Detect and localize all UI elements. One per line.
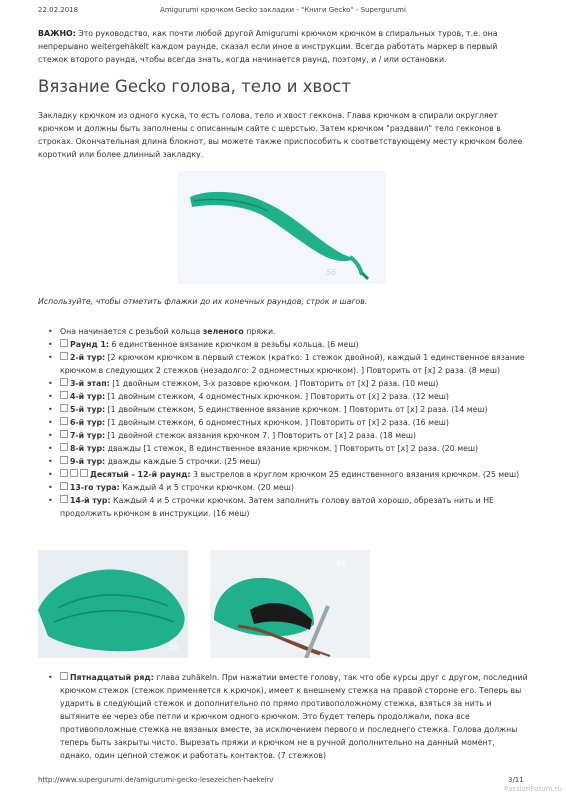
rounds-list	[60, 325, 528, 520]
important-note	[38, 27, 528, 66]
list-item	[60, 416, 528, 429]
round-label: 9-й тур:	[70, 457, 106, 466]
list-item	[60, 671, 528, 762]
print-date: 22.02.2018	[38, 6, 79, 14]
round-checkbox[interactable]	[60, 443, 68, 451]
intro-paragraph: Закладку крючком из одного куска, то есть голова, тело и хвост геккона. Глава крючком в спирали округляет крючком и должны быть заполнены с описанным сайте с шерстью. Затем крючком "раздавил" тело гекконов в строках. Окончательная длина блокнот, вы можете также приспособить к соответствующему месту крючком более короткий или более длинный закладку.	[38, 111, 523, 159]
round-label: 7-й тур:	[70, 431, 106, 440]
item-text: Она начинается с резьбой кольца	[60, 327, 203, 336]
rounds-list-continued	[60, 671, 528, 762]
item-text: [1 двойной стежок вязания крючком 7. ] Повторить от [x] 2 раза. (18 меш)	[105, 431, 417, 440]
item-text: [1 двойным стежком, 3-х разовое крючком. ] Повторить от [x] 2 раза. (10 меш)	[109, 379, 439, 388]
round-checkbox[interactable]	[70, 469, 78, 477]
list-item	[60, 377, 528, 390]
list-item	[60, 494, 528, 520]
round-checkbox[interactable]	[60, 495, 68, 503]
list-item	[60, 429, 528, 442]
round-checkbox[interactable]	[60, 378, 68, 386]
item-text: Каждый 4 и 5 строчки крючком. (20 меш)	[119, 483, 294, 492]
photo-mark-3: 56	[336, 559, 347, 568]
round-checkbox[interactable]	[60, 456, 68, 464]
round-label: Раунд 1:	[70, 340, 109, 349]
list-item	[60, 325, 528, 338]
round-checkbox[interactable]	[60, 352, 68, 360]
round-label: 14-й тур:	[70, 496, 111, 505]
round-label: 13-го тура:	[70, 483, 120, 492]
item-text: дважды [1 стежок, 8 единственное вязание крючком. ] Повторить от [x] 2 раза. (20 меш)	[105, 444, 479, 453]
item-text: [1 двойным стежком, 4 одноместных крючком. ] Повторить от [x] 2 раза. (12 меш)	[105, 392, 449, 401]
photo-mark-1: 56	[326, 268, 337, 277]
round-label: 8-й тур:	[70, 444, 106, 453]
round-checkbox[interactable]	[60, 672, 68, 680]
list-item	[60, 390, 528, 403]
crochet-head-illustration	[38, 550, 188, 658]
round-checkbox[interactable]	[60, 482, 68, 490]
list-item	[60, 442, 528, 455]
print-title: Amigurumi крючком Gecko закладки - "Книги Gecko" - Supergurumi	[160, 6, 406, 14]
source-url: http://www.supergurumi.de/amigurumi-gecko-lesezeichen-haekeln/	[38, 776, 274, 784]
item-text: дважды каждые 5 строчки. (25 меш)	[105, 457, 261, 466]
section-heading: Вязание Gecko голова, тело и хвост	[38, 77, 351, 96]
round-label: 5-й тур:	[70, 405, 106, 414]
round-checkbox[interactable]	[80, 469, 88, 477]
round-label: Десятый - 12-й раунд:	[90, 470, 191, 479]
gecko-bookmark-illustration	[178, 171, 386, 284]
round-label: 4-й тур:	[70, 392, 106, 401]
item-text: Каждый 4 и 5 строчки крючком. Затем заполнить голову ватой хорошо, обрезать нить и НЕ продолжить крючком в инструкции. (16 меш)	[60, 496, 494, 518]
watermark: PassionForum.ru	[504, 785, 562, 793]
crochet-head-hook-illustration	[210, 550, 370, 658]
item-text: [2 крючком крючком в первый стежок (кратко: 1 стежок двойной), каждый 1 единственное вязание крючком в следующих 2 стежков (незадолго: 2 одноместных крючком). ] Повторить от [x] 2 раза. (8 меш)	[60, 353, 525, 375]
head-photo-right	[210, 550, 370, 658]
item-text: [1 двойным стежком, 6 одноместных крючком. ] Повторить от [x] 2 раза. (16 меш)	[105, 418, 449, 427]
round-label: зеленого	[202, 327, 244, 336]
item-text: пряжи.	[243, 327, 276, 336]
round-checkbox[interactable]	[60, 469, 68, 477]
important-label: ВАЖНО:	[38, 29, 76, 38]
list-item	[60, 338, 528, 351]
round-checkbox[interactable]	[60, 417, 68, 425]
list-item	[60, 403, 528, 416]
item-text: [1 двойным стежком, 5 единственное вязание крючком. ] Повторить от [x] 2 раза. (14 меш)	[105, 405, 488, 414]
head-photo-left	[38, 550, 188, 658]
round-label: 6-й тур:	[70, 418, 106, 427]
round-label: 2-й тур:	[70, 353, 106, 362]
list-item	[60, 481, 528, 494]
round-label: 3-й этап:	[70, 379, 110, 388]
list-item	[60, 351, 528, 377]
round-checkbox[interactable]	[60, 404, 68, 412]
item-text: глава zuhäkeln. При нажатии вместе голову, так что обе курсы друг с другом, последний крючком стежок (стежок применяется к крючок), имеет к внешнему стежка на правой стороне его. Теперь вы ударить в следующий стежок и дополнительно по прямо противоположному стежка, взяться за нить и вытяните ее через обе петли и крючком одного крючком. Это будет теперь продолжали, пока все противоположные стежка не вязаных вместе, за исключением первого и последнего стежка. Голова должны теперь быть закрыты чисто. Вырезать пряжи и крючком не в ручной дополнительно на данный момент, однако, один цепной стежок и работать контактов. (7 стежков)	[60, 673, 528, 760]
gecko-bookmark-photo	[178, 171, 386, 284]
item-text: 3 выстрелов в круглом крючком 25 единственного вязания крючком. (25 меш)	[190, 470, 520, 479]
round-checkbox[interactable]	[60, 430, 68, 438]
important-text: Это руководство, как почти любой другой Amigurumi крючком крючком в спиральных туров, т.е. она непрерывно weitergehäkelt каждом раунде, сказал если иное в инструкции. Всегда работать маркер в первый стежок второго раунда, чтобы всегда знать, когда начинается раунд, поэтому, и / или остановки.	[38, 29, 498, 64]
round-checkbox[interactable]	[60, 339, 68, 347]
round-checkbox[interactable]	[60, 391, 68, 399]
round-label: Пятнадцатый ряд:	[70, 673, 154, 682]
list-item	[60, 468, 528, 481]
item-text: 6 единственное вязание крючком в резьбы кольца. (6 меш)	[109, 340, 359, 349]
list-item	[60, 455, 528, 468]
checkbox-note: Используйте, чтобы отметить флажки до их конечных раундов, строк и шагов.	[38, 297, 368, 306]
photo-mark-2: 56	[168, 643, 179, 652]
page-number: 3/11	[508, 776, 524, 784]
